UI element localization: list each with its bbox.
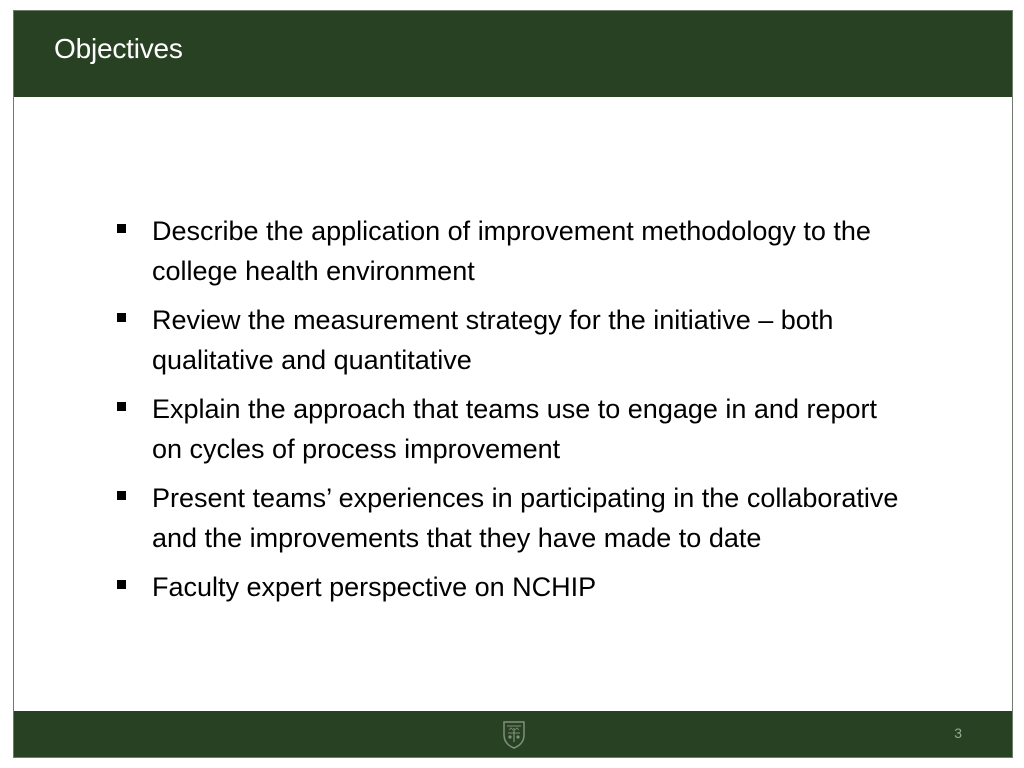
bullet-text: Faculty expert perspective on NCHIP [152, 572, 597, 602]
bullet-text: Review the measurement strategy for the initiative – both qualitative and quantitative [152, 305, 834, 375]
square-bullet-icon [117, 402, 126, 411]
bullet-item [114, 211, 914, 291]
square-bullet-icon [117, 313, 126, 322]
university-seal-icon [498, 718, 530, 750]
bullet-text: Explain the approach that teams use to engage in and report on cycles of process improvement [152, 394, 877, 464]
bullet-text: Present teams’ experiences in participating in the collaborative and the improvements that they have made to date [152, 483, 899, 553]
slide-header [14, 11, 1012, 97]
slide [13, 10, 1013, 758]
slide-content [114, 211, 914, 616]
page-number: 3 [954, 725, 962, 741]
slide-footer [14, 711, 1012, 757]
bullet-item [114, 300, 914, 380]
bullet-item [114, 478, 914, 558]
bullet-item [114, 389, 914, 469]
square-bullet-icon [117, 224, 126, 233]
slide-title: Objectives [54, 33, 183, 64]
bullet-item [114, 567, 914, 607]
square-bullet-icon [117, 580, 126, 589]
square-bullet-icon [117, 491, 126, 500]
bullet-list [114, 211, 914, 607]
bullet-text: Describe the application of improvement methodology to the college health environment [152, 216, 871, 286]
